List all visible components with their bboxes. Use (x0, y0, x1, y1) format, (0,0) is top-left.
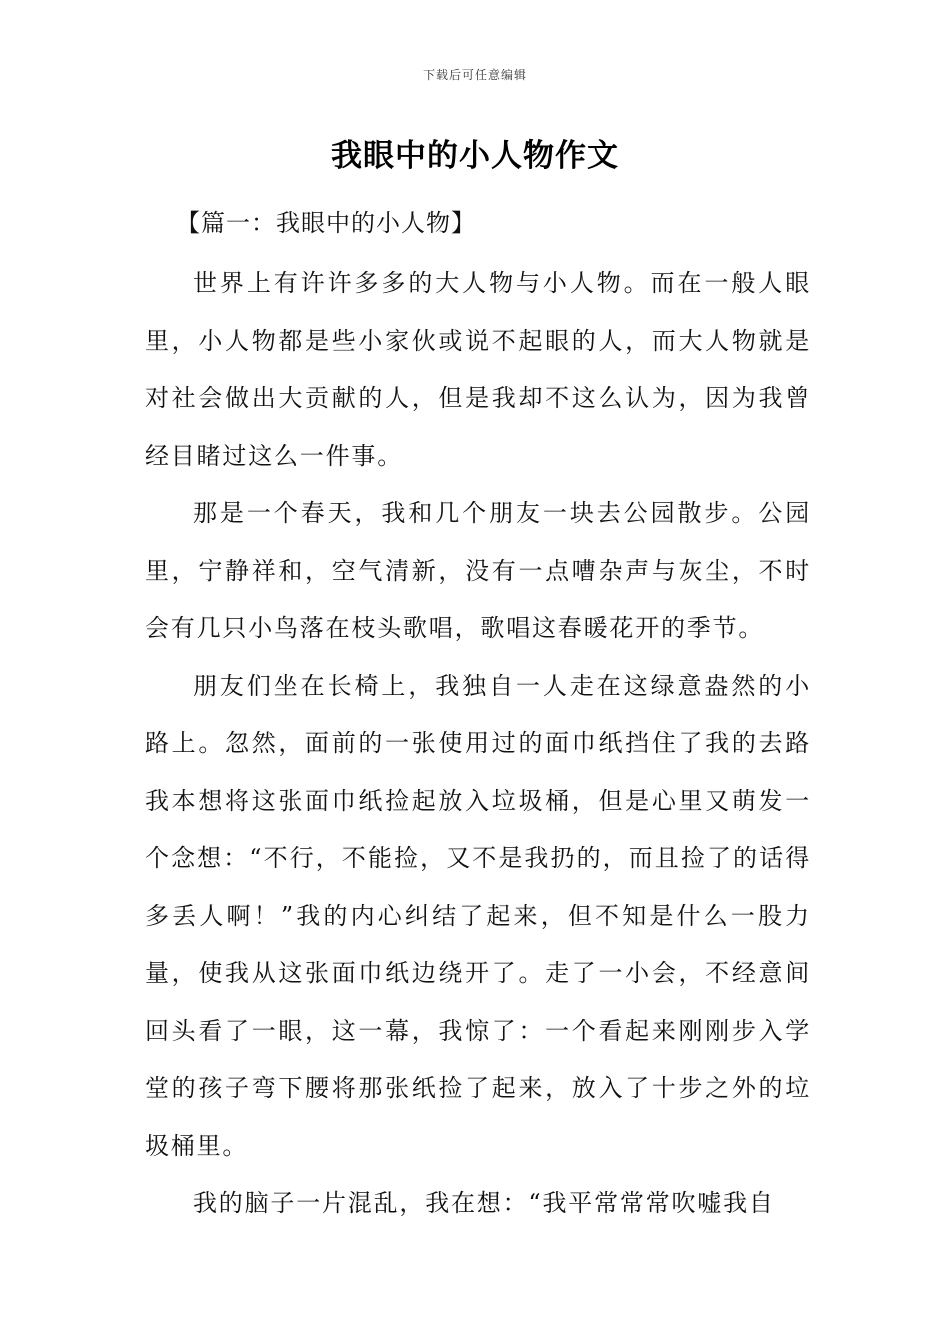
document-body (145, 255, 811, 1233)
document-title: 我眼中的小人物作文 (331, 138, 619, 174)
paragraph-2: 那是一个春天，我和几个朋友一块去公园散步。公园里，宁静祥和，空气清新，没有一点嘈杂声与灰尘，不时会有几只小鸟落在枝头歌唱，歌唱这春暖花开的季节。 (145, 499, 811, 642)
page-header-note: 下载后可任意编辑 (422, 68, 527, 82)
paragraph-4: 我的脑子一片混乱，我在想：“我平常常常吹嘘我自 (193, 1189, 775, 1217)
section-heading: 【篇一：我眼中的小人物】 (176, 209, 476, 237)
paragraph-1: 世界上有许许多多的大人物与小人物。而在一般人眼里，小人物都是些小家伙或说不起眼的人，而大人物就是对社会做出大贡献的人，但是我却不这么认为，因为我曾经目睹过这么一件事。 (145, 269, 811, 470)
paragraph-3: 朋友们坐在长椅上，我独自一人走在这绿意盎然的小路上。忽然，面前的一张使用过的面巾纸挡住了我的去路我本想将这张面巾纸捡起放入垃圾桶，但是心里又萌发一个念想：“不行，不能捡，又不是我扔的，而且捡了的话得多丢人啊！”我的内心纠结了起来，但不知是什么一股力量，使我从这张面巾纸边绕开了。走了一小会，不经意间回头看了一眼，这一幕，我惊了：一个看起来刚刚步入学堂的孩子弯下腰将那张纸捡了起来，放入了十步之外的垃圾桶里。 (145, 671, 811, 1160)
